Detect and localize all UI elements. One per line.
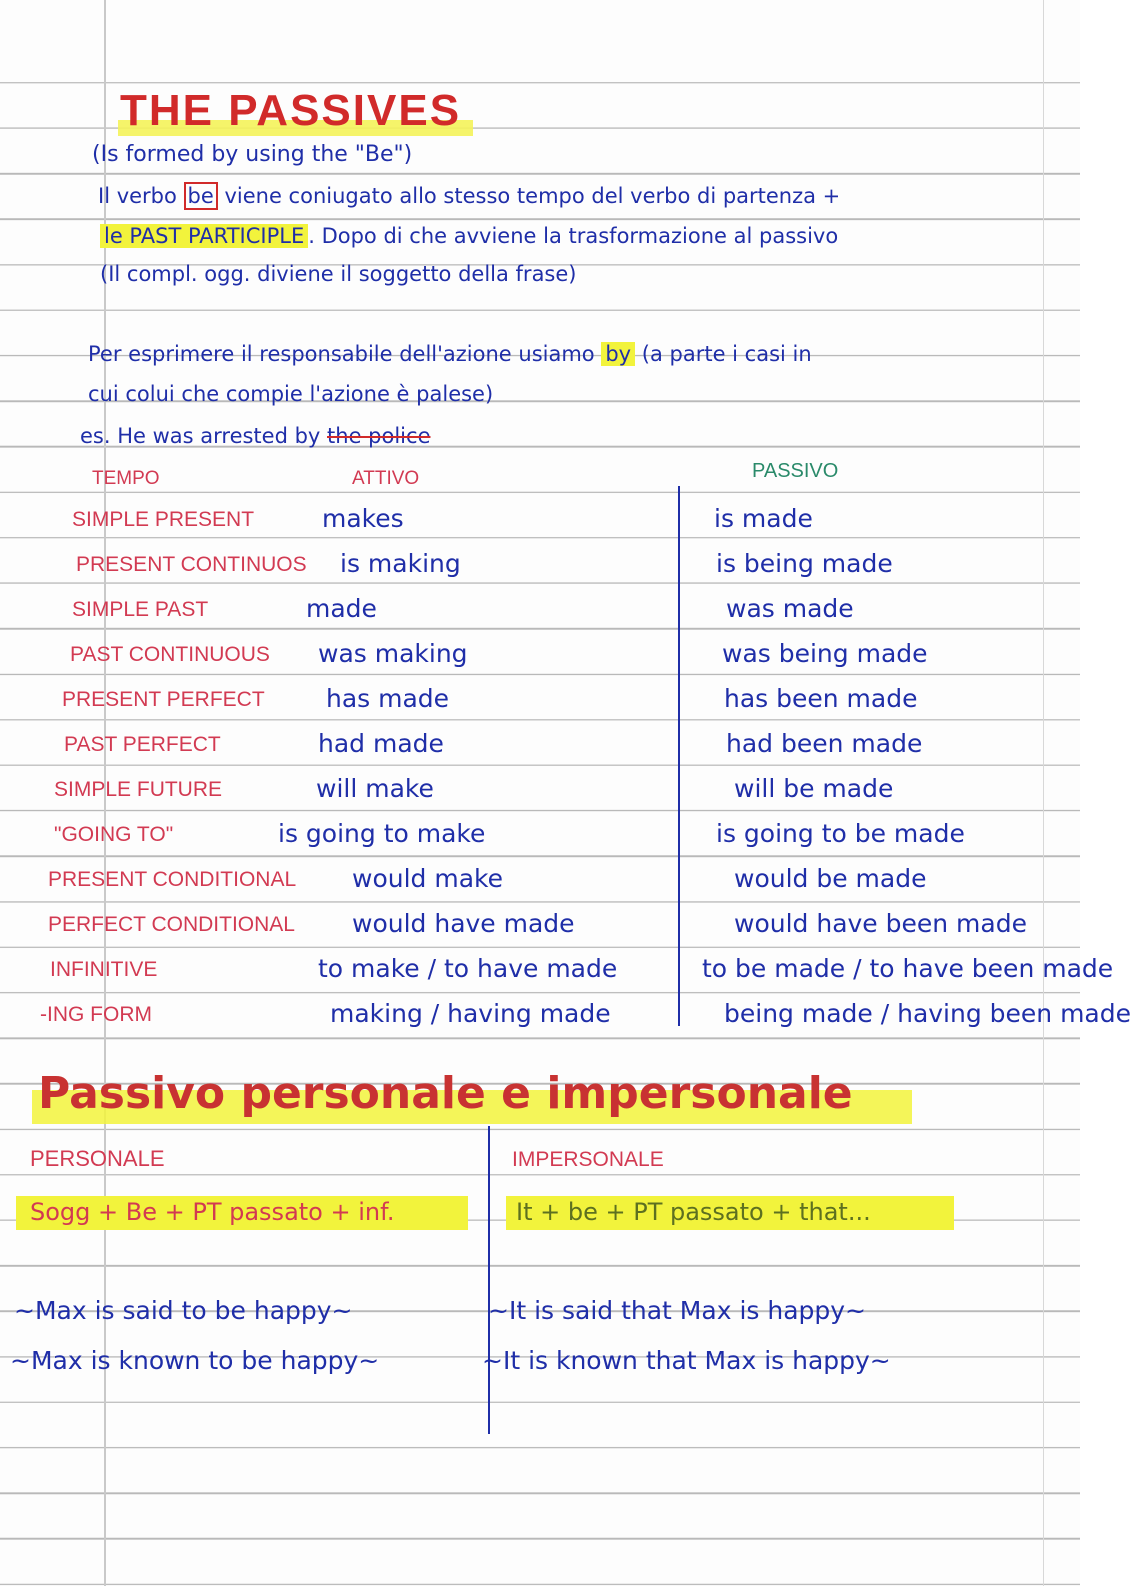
active-form: is going to make — [278, 819, 486, 848]
active-form: makes — [322, 504, 404, 533]
active-form: would make — [352, 864, 503, 893]
agent-line-1-post: (a parte i casi in — [635, 342, 812, 366]
personale-formula: Sogg + Be + PT passato + inf. — [30, 1198, 395, 1226]
be-boxed: be — [184, 182, 218, 210]
tense-label: INFINITIVE — [50, 958, 158, 981]
active-form: to make / to have made — [318, 954, 618, 983]
tense-label: PRESENT CONTINUOS — [76, 553, 307, 576]
intro-line-2-pre: Il verbo — [98, 184, 184, 208]
passive-form: is going to be made — [716, 819, 965, 848]
active-form: had made — [318, 729, 444, 758]
passive-form: being made / having been made — [724, 999, 1131, 1028]
impersonale-header: IMPERSONALE — [512, 1148, 664, 1171]
tense-label: SIMPLE FUTURE — [54, 778, 223, 801]
section-title: Passivo personale e impersonale — [38, 1068, 853, 1119]
section-column-divider — [488, 1126, 490, 1434]
passive-form: had been made — [726, 729, 923, 758]
header-attivo: ATTIVO — [352, 468, 420, 489]
agent-line-2: cui colui che compie l'azione è palese) — [88, 382, 494, 406]
agent-line-1-pre: Per esprimere il responsabile dell'azione usiamo — [88, 342, 602, 366]
page-edge — [1043, 0, 1044, 1586]
tense-label: -ING FORM — [40, 1003, 152, 1026]
intro-line-2-post: viene coniugato allo stesso tempo del verbo di partenza + — [217, 184, 841, 208]
by-highlight: by — [601, 342, 635, 366]
active-form: would have made — [352, 909, 575, 938]
passive-form: will be made — [734, 774, 894, 803]
tense-label: PERFECT CONDITIONAL — [48, 913, 295, 936]
agent-line-1 — [88, 342, 812, 366]
impersonale-formula: It + be + PT passato + that... — [516, 1198, 871, 1226]
active-form: will make — [316, 774, 434, 803]
intro-line-2 — [98, 184, 840, 208]
personale-example-2: ~Max is known to be happy~ — [10, 1346, 380, 1375]
intro-line-3 — [100, 224, 838, 248]
tense-label: SIMPLE PRESENT — [72, 508, 255, 531]
active-form: making / having made — [330, 999, 611, 1028]
past-participle-highlight: le PAST PARTICIPLE — [100, 224, 308, 248]
passive-form: is being made — [716, 549, 893, 578]
agent-example — [80, 424, 430, 448]
passive-form: has been made — [724, 684, 918, 713]
personale-example-1: ~Max is said to be happy~ — [14, 1296, 353, 1325]
passive-form: would have been made — [734, 909, 1027, 938]
active-form: is making — [340, 549, 461, 578]
active-form: has made — [326, 684, 450, 713]
table-column-divider — [678, 486, 680, 1026]
tense-label: PAST CONTINUOUS — [70, 643, 270, 666]
example-pre: es. He was arrested by — [80, 424, 328, 448]
example-struck: the police — [327, 424, 431, 448]
tense-label: SIMPLE PAST — [72, 598, 209, 621]
passive-form: is made — [714, 504, 813, 533]
active-form: made — [306, 594, 377, 623]
header-tempo: TEMPO — [92, 468, 160, 489]
personale-header: PERSONALE — [30, 1146, 165, 1171]
passive-form: to be made / to have been made — [702, 954, 1114, 983]
page-title: THE PASSIVES — [120, 86, 462, 135]
passive-form: was made — [726, 594, 854, 623]
tense-label: PRESENT CONDITIONAL — [48, 868, 297, 891]
passive-form: was being made — [722, 639, 928, 668]
tense-label: PRESENT PERFECT — [62, 688, 265, 711]
impersonale-example-2: ~It is known that Max is happy~ — [482, 1346, 891, 1375]
passive-form: would be made — [734, 864, 927, 893]
tense-label: "GOING TO" — [54, 823, 174, 846]
tense-label: PAST PERFECT — [64, 733, 221, 756]
intro-line-1: (Is formed by using the "Be") — [92, 142, 413, 167]
intro-line-4: (Il compl. ogg. diviene il soggetto della frase) — [100, 262, 577, 286]
impersonale-example-1: ~It is said that Max is happy~ — [488, 1296, 867, 1325]
active-form: was making — [318, 639, 468, 668]
header-passivo: PASSIVO — [752, 460, 839, 482]
intro-line-3-post: . Dopo di che avviene la trasformazione al passivo — [308, 224, 839, 248]
